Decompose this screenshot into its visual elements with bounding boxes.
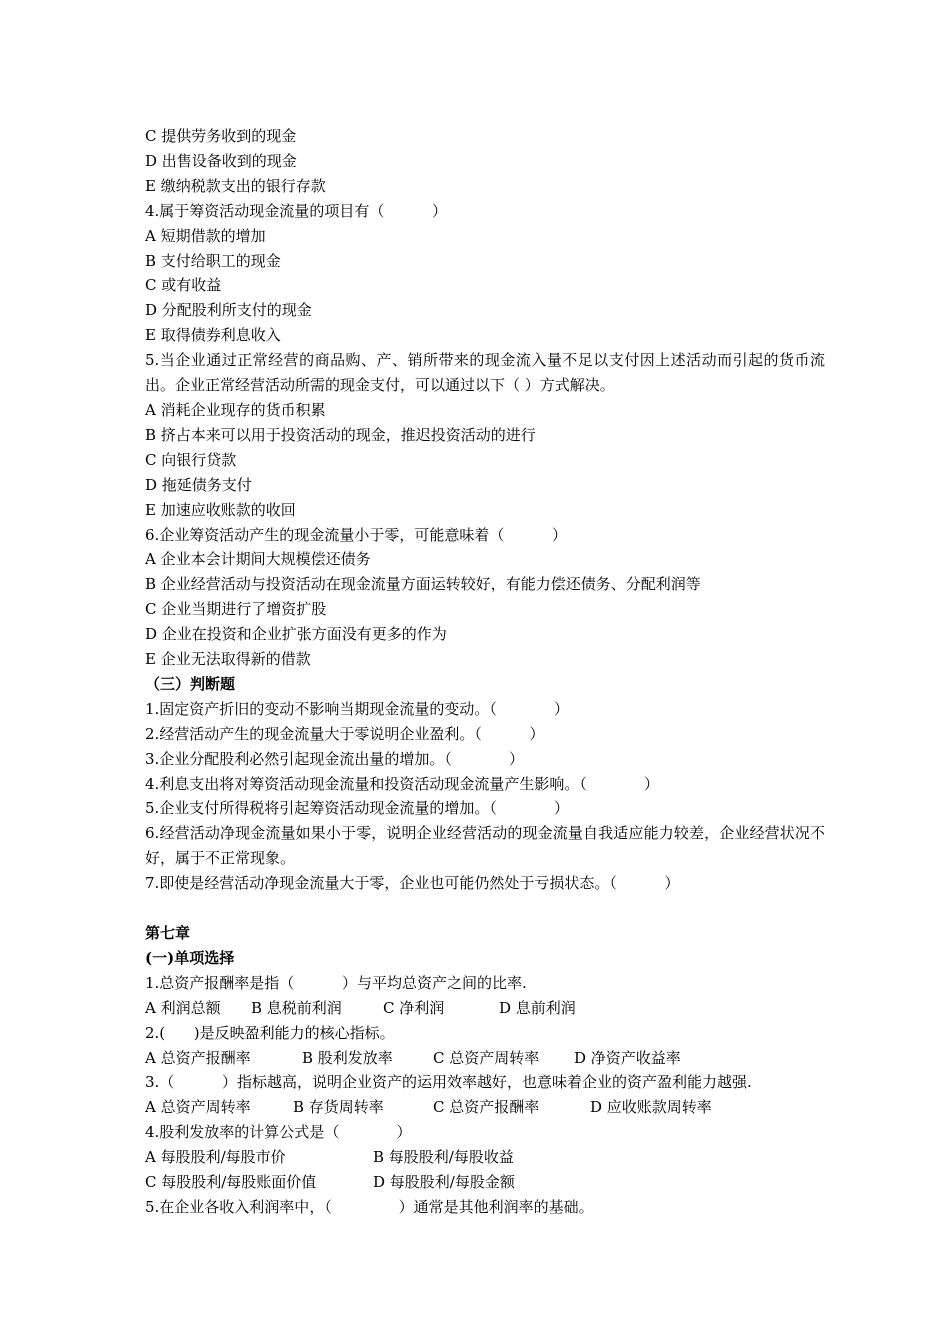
question-line: 3.（ ）指标越高，说明企业资产的运用效率越好，也意味着企业的资产盈利能力越强. bbox=[145, 1073, 752, 1092]
text-line: E 取得债券利息收入 bbox=[145, 326, 281, 345]
text-line: A 企业本会计期间大规模偿还债务 bbox=[145, 550, 371, 569]
question-line: 4.股利发放率的计算公式是（ ） bbox=[145, 1123, 412, 1142]
text-line: D 企业在投资和企业扩张方面没有更多的作为 bbox=[145, 625, 447, 644]
question-line: 2.( )是反映盈利能力的核心指标。 bbox=[145, 1023, 395, 1042]
question-line: 1.总资产报酬率是指（ ）与平均总资产之间的比率. bbox=[145, 973, 527, 992]
document-page bbox=[145, 124, 825, 1220]
text-line: E 企业无法取得新的借款 bbox=[145, 650, 311, 669]
options-row bbox=[145, 996, 825, 1021]
text-line: E 加速应收账款的收回 bbox=[145, 500, 296, 519]
text-line: D 拖延债务支付 bbox=[145, 475, 252, 494]
option: D 应收账款周转率 bbox=[590, 1098, 712, 1117]
question-line: 4.属于筹资活动现金流量的项目有（ ） bbox=[145, 201, 447, 220]
option: A 总资产周转率 bbox=[145, 1098, 251, 1117]
section-heading: （三）判断题 bbox=[145, 674, 236, 693]
section-heading: (一)单项选择 bbox=[145, 948, 235, 967]
option: C 净利润 bbox=[383, 998, 445, 1017]
option: C 总资产报酬率 bbox=[433, 1098, 540, 1117]
option: D 每股股利/每股金额 bbox=[373, 1173, 515, 1192]
judge-line: 3.企业分配股利必然引起现金流出量的增加。（ ） bbox=[145, 749, 525, 768]
option: D 净资产收益率 bbox=[574, 1048, 681, 1067]
text-line: A 短期借款的增加 bbox=[145, 226, 266, 245]
judge-line: 7.即使是经营活动净现金流量大于零，企业也可能仍然处于亏损状态。（ ） bbox=[145, 874, 680, 893]
chapter-heading: 第七章 bbox=[145, 923, 191, 942]
options-row bbox=[145, 1145, 825, 1170]
text-line: E 缴纳税款支出的银行存款 bbox=[145, 176, 326, 195]
option: B 存货周转率 bbox=[293, 1098, 384, 1117]
text-line: C 向银行贷款 bbox=[145, 450, 237, 469]
judge-line: 5.企业支付所得税将引起筹资活动现金流量的增加。（ ） bbox=[145, 799, 570, 818]
text-line: B 支付给职工的现金 bbox=[145, 251, 281, 270]
options-row bbox=[145, 1046, 825, 1071]
text-line: C 企业当期进行了增资扩股 bbox=[145, 600, 327, 619]
question-line: 5.在企业各收入利润率中，（ ）通常是其他利润率的基础。 bbox=[145, 1197, 594, 1216]
judge-line: 1.固定资产折旧的变动不影响当期现金流量的变动。（ ） bbox=[145, 699, 570, 718]
option: B 每股股利/每股收益 bbox=[373, 1148, 514, 1167]
option: A 利润总额 bbox=[145, 998, 221, 1017]
judge-paragraph: 6.经营活动净现金流量如果小于零，说明企业经营活动的现金流量自我适应能力较差，企业经营状况不好，属于不正常现象。 bbox=[145, 824, 825, 868]
option: B 股利发放率 bbox=[302, 1048, 393, 1067]
text-line: C 提供劳务收到的现金 bbox=[145, 127, 297, 145]
text-line: D 出售设备收到的现金 bbox=[145, 151, 297, 170]
blank-line bbox=[145, 896, 825, 921]
judge-line: 4.利息支出将对筹资活动现金流量和投资活动现金流量产生影响。（ ） bbox=[145, 774, 660, 793]
question-line: 6.企业筹资活动产生的现金流量小于零，可能意味着（ ） bbox=[145, 525, 567, 544]
judge-line: 2.经营活动产生的现金流量大于零说明企业盈利。（ ） bbox=[145, 724, 545, 743]
text-line: B 挤占本来可以用于投资活动的现金，推迟投资活动的进行 bbox=[145, 425, 536, 444]
option: C 每股股利/每股账面价值 bbox=[145, 1173, 317, 1192]
text-line: B 企业经营活动与投资活动在现金流量方面运转较好，有能力偿还债务、分配利润等 bbox=[145, 575, 701, 594]
text-line: A 消耗企业现存的货币积累 bbox=[145, 400, 326, 419]
options-row bbox=[145, 1095, 825, 1120]
option: D 息前利润 bbox=[499, 998, 576, 1017]
option: B 息税前利润 bbox=[251, 998, 342, 1017]
text-line: C 或有收益 bbox=[145, 276, 222, 295]
text-line: D 分配股利所支付的现金 bbox=[145, 301, 312, 320]
option: C 总资产周转率 bbox=[433, 1048, 540, 1067]
option: A 总资产报酬率 bbox=[145, 1048, 251, 1067]
option: A 每股股利/每股市价 bbox=[145, 1148, 286, 1167]
options-row bbox=[145, 1170, 825, 1195]
question-paragraph: 5.当企业通过正常经营的商品购、产、销所带来的现金流入量不足以支付因上述活动而引起的货币流出。企业正常经营活动所需的现金支付，可以通过以下（ ）方式解决。 bbox=[145, 351, 825, 395]
